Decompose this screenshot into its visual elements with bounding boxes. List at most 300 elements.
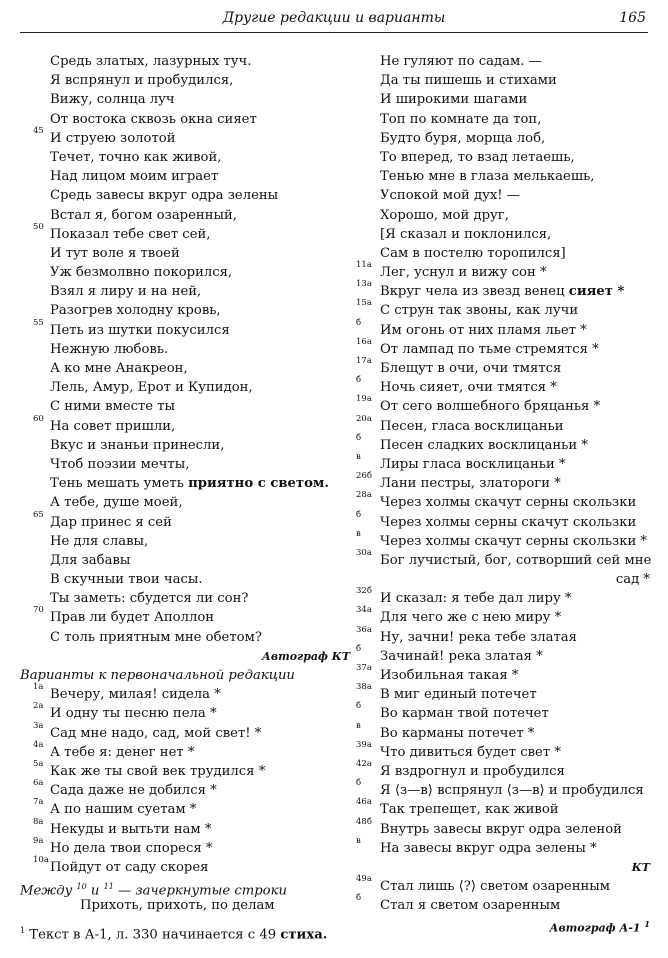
verse-text	[20, 340, 168, 359]
line-number: 6а	[33, 778, 44, 789]
verse-text	[356, 110, 541, 129]
verse-text	[20, 608, 214, 627]
footnote	[20, 921, 350, 943]
verse-text-content: Средь златых, лазурных туч.	[50, 54, 252, 69]
between-n1: 10	[76, 882, 87, 892]
page-number: 165	[619, 10, 646, 26]
verse-line	[356, 432, 650, 455]
verse-line	[20, 436, 350, 455]
verse-text-content: Чтоб поэзии мечты,	[50, 456, 190, 472]
line-number: б	[356, 375, 362, 386]
verse-line	[356, 279, 650, 301]
verse-line	[20, 148, 350, 167]
verse-text	[20, 685, 221, 704]
verse-line	[356, 186, 650, 205]
source-label	[356, 858, 650, 877]
verse-line	[20, 167, 350, 186]
line-number: в	[356, 528, 361, 539]
verse-line	[20, 282, 350, 301]
line-number: 10а	[33, 854, 49, 865]
verse-text	[20, 743, 194, 762]
verse-text	[356, 820, 622, 839]
between-prefix: Между	[20, 883, 73, 899]
verse-text-content: Я ⟨з—в⟩ вспрянул ⟨з—в⟩ и пробудился	[380, 783, 644, 799]
crossed-line	[20, 896, 350, 915]
verse-text	[20, 244, 180, 263]
verse-text-content: С толь приятным мне обетом?	[50, 629, 262, 645]
verse-text-content: Прав ли будет Аполлон	[50, 610, 215, 626]
verse-text	[356, 225, 551, 244]
verse-text-content: На совет пришли,	[50, 418, 176, 434]
running-title: Другие редакции и варианты	[222, 10, 446, 26]
variants-heading	[20, 666, 350, 685]
verse-text-content: С струн так звоны, как лучи	[380, 303, 579, 319]
verse-line	[356, 682, 650, 704]
verse-text-content: [Я сказал и поклонился,	[380, 226, 552, 242]
verse-line	[356, 643, 650, 666]
verse-line	[20, 125, 350, 148]
verse-text-content: А тебе, душе моей,	[50, 495, 183, 511]
verse-line	[356, 394, 650, 416]
verse-line	[356, 71, 650, 90]
crossed-text: Прихоть, прихоть, по делам	[80, 898, 275, 914]
line-number: 7а	[33, 797, 44, 808]
verse-line	[356, 663, 650, 685]
line-number: 60	[33, 413, 44, 424]
verse-text	[356, 704, 549, 723]
line-number: 13а	[356, 279, 372, 290]
verse-text	[356, 551, 651, 570]
verse-line	[356, 317, 650, 340]
verse-line	[20, 221, 350, 244]
verse-line	[20, 263, 350, 282]
line-number: в	[356, 451, 361, 462]
line-number: 15а	[356, 298, 372, 309]
verse-text	[616, 570, 650, 589]
verse-text-content: Для чего же с нею миру *	[380, 610, 562, 626]
line-number: 3а	[33, 720, 44, 731]
verse-text	[356, 167, 594, 186]
verse-text-content: Течет, точно как живой,	[50, 149, 222, 165]
verse-text	[356, 743, 561, 762]
verse-text-content: Вкруг чела из звезд венец	[380, 284, 569, 300]
verse-text-content: Топ по комнате да топ,	[380, 111, 542, 127]
verse-line	[20, 835, 350, 858]
verse-line	[356, 570, 650, 589]
verse-text-content: Внутрь завесы вкруг одра зеленой	[380, 821, 622, 837]
verse-line	[356, 490, 650, 512]
verse-line	[356, 244, 650, 263]
verse-text-content: Блещут в очи, очи тмятся	[380, 361, 562, 376]
verse-text	[20, 225, 210, 244]
verse-line	[20, 605, 350, 627]
line-number: 19а	[356, 394, 372, 405]
verse-text-content: Так трепещет, как живой	[380, 802, 559, 818]
line-number: 17а	[356, 356, 372, 366]
verse-text	[20, 455, 189, 474]
verse-text	[20, 781, 217, 800]
line-number: 38а	[356, 682, 372, 693]
verse-line	[20, 493, 350, 512]
verse-text-content: И широкими шагами	[380, 92, 528, 108]
line-number: 55	[33, 317, 44, 328]
line-number: 30а	[356, 547, 372, 558]
verse-text-content: И сказал: я тебе дал лиру *	[380, 591, 572, 607]
line-number: 50	[33, 221, 44, 232]
verse-text	[356, 685, 537, 704]
verse-text-content: Ты заметь: сбудется ли сон?	[50, 591, 249, 607]
verse-text	[20, 551, 130, 570]
line-number: в	[356, 720, 361, 731]
verse-text	[20, 110, 257, 129]
line-number: 32б	[356, 586, 372, 597]
verse-text-content: Что дивиться будет свет *	[380, 744, 561, 760]
verse-text-content: Во карман твой потечет	[380, 706, 549, 722]
verse-line	[20, 816, 350, 839]
verse-line	[356, 624, 650, 647]
between-note	[20, 877, 350, 899]
verse-line	[20, 301, 350, 320]
verse-text-content: Стал лишь ⟨?⟩ светом озаренным	[380, 879, 611, 895]
verse-line	[20, 413, 350, 436]
verse-text-content: Как же ты свой век трудился *	[50, 763, 266, 779]
verse-text-content: А по нашим суетам *	[50, 802, 197, 818]
verse-text	[20, 724, 261, 743]
verse-text-content: Будто буря, морща лоб,	[380, 130, 546, 146]
verse-text	[356, 647, 543, 666]
verse-text-content: А тебе я: денег нет *	[50, 744, 195, 760]
verse-text	[356, 724, 534, 743]
line-number: 28а	[356, 490, 372, 501]
verse-line	[356, 110, 650, 129]
verse-text-content: Встал я, богом озаренный,	[50, 207, 237, 223]
verse-text	[20, 282, 201, 301]
line-number: 48б	[356, 816, 372, 827]
right-column	[356, 52, 650, 935]
verse-bold-text: сияет *	[568, 284, 625, 300]
verse-line	[20, 551, 350, 570]
line-number: 4а	[33, 739, 44, 750]
verse-text	[356, 474, 561, 493]
verse-line	[20, 532, 350, 551]
verse-line	[20, 359, 350, 378]
verse-line	[356, 260, 650, 282]
verse-text	[20, 52, 251, 71]
verse-text-content: Вижу, солнца луч	[50, 92, 175, 108]
verse-text	[356, 263, 547, 282]
verse-line	[356, 816, 650, 839]
footnote-mark: 1	[20, 926, 26, 936]
verse-line	[356, 797, 650, 819]
line-number: б	[356, 778, 362, 789]
source-text: Автограф КТ	[261, 649, 350, 663]
line-number: б	[356, 317, 362, 328]
verse-text-content: Стал я светом озаренным	[380, 898, 561, 914]
verse-line	[356, 225, 650, 244]
verse-text-content: Успокой мой дух! —	[380, 188, 520, 204]
verse-text-content: Не гуляют по садам. —	[380, 54, 542, 69]
verse-text-content: Бог лучистый, бог, сотворший сей мне	[380, 552, 652, 568]
verse-line	[356, 739, 650, 762]
verse-text	[356, 52, 542, 71]
verse-line	[356, 167, 650, 186]
verse-text-content: И одну ты песню пела *	[50, 706, 217, 722]
line-number: 8а	[33, 816, 44, 827]
line-number: 2а	[33, 701, 44, 712]
verse-text-content: Взял я лиру и на ней,	[50, 284, 202, 300]
verse-text	[356, 282, 624, 301]
verse-text	[356, 340, 599, 359]
verse-text	[20, 90, 175, 109]
verse-line	[20, 455, 350, 474]
verse-text	[20, 206, 237, 225]
verse-text	[356, 417, 564, 436]
verse-line	[20, 570, 350, 589]
verse-text	[20, 301, 221, 320]
verse-line	[356, 874, 650, 896]
verse-text-content: Некуды и вытьти нам *	[50, 821, 212, 837]
verse-line	[356, 298, 650, 320]
verse-text	[20, 378, 253, 397]
between-mid: и	[90, 883, 100, 899]
verse-text-content: Уж безмолвно покорился,	[50, 265, 233, 281]
verse-line	[20, 701, 350, 723]
line-number: 70	[33, 605, 44, 616]
verse-line	[20, 340, 350, 359]
verse-text	[356, 397, 600, 416]
verse-text-content: Лег, уснул и вижу сон *	[380, 265, 547, 281]
verse-line	[20, 244, 350, 263]
verse-text	[356, 90, 527, 109]
verse-text-content: Показал тебе свет сей,	[50, 226, 211, 242]
verse-line	[20, 206, 350, 225]
between-suffix: — зачеркнутые строки	[118, 883, 287, 899]
verse-line	[20, 854, 350, 877]
verse-line	[356, 206, 650, 225]
verse-text	[356, 513, 636, 532]
verse-text-content: Петь из шутки покусился	[50, 322, 230, 338]
verse-text-content: Но дела твои спореся *	[50, 840, 213, 856]
verse-text	[356, 378, 557, 397]
verse-text	[20, 359, 188, 378]
line-number: б	[356, 701, 362, 712]
verse-line	[356, 528, 650, 551]
running-header	[20, 4, 648, 33]
verse-text	[20, 148, 221, 167]
line-number: 26б	[356, 471, 372, 482]
heading-text: Варианты к первоначальной редакции	[20, 668, 295, 683]
verse-text-content: Я вспрянул и пробудился,	[50, 73, 234, 89]
verse-line	[356, 547, 652, 570]
verse-text-content: сад *	[615, 572, 650, 588]
line-number: 36а	[356, 624, 372, 635]
line-number: б	[356, 509, 362, 520]
verse-text-content: Средь завесы вкруг одра зелены	[50, 188, 279, 204]
verse-line	[20, 509, 350, 532]
verse-text-content: От сего волшебного бряцанья *	[380, 399, 601, 415]
verse-text-content: Им огонь от них пламя льет *	[380, 322, 587, 338]
verse-text	[356, 71, 557, 90]
verse-line	[356, 778, 650, 800]
verse-line	[20, 589, 350, 608]
verse-text-content: Пойдут от саду скорея	[50, 859, 209, 875]
verse-text-content: Ну, зачни! река тебе златая	[380, 629, 577, 645]
line-number: 65	[33, 509, 44, 520]
verse-text	[20, 167, 218, 186]
verse-text-content: С ними вместе ты	[50, 399, 176, 415]
line-number: в	[356, 835, 361, 846]
verse-line	[20, 628, 350, 647]
footnote-bold: стиха.	[280, 927, 328, 943]
verse-text	[20, 800, 196, 819]
verse-text	[356, 781, 644, 800]
verse-text	[356, 877, 610, 896]
verse-line	[356, 52, 650, 71]
verse-line	[20, 110, 350, 129]
verse-text-content: И струею золотой	[50, 130, 176, 146]
verse-text-content: Сад мне надо, сад, мой свет! *	[50, 725, 262, 741]
line-number: 11а	[356, 260, 372, 271]
verse-text-content: Для забавы	[50, 552, 131, 568]
verse-text	[356, 493, 636, 512]
verse-text	[356, 589, 572, 608]
verse-line	[356, 413, 650, 436]
verse-line	[20, 758, 350, 781]
verse-line	[356, 451, 650, 474]
source-footnote-mark: 1	[644, 919, 650, 930]
verse-line	[356, 605, 650, 627]
between-n2: 11	[103, 882, 114, 892]
verse-text-content: Да ты пишешь и стихами	[380, 73, 557, 89]
verse-text-content: Сада даже не добился *	[50, 783, 217, 799]
verse-text-content: Песен сладких восклицаньи *	[380, 437, 588, 453]
verse-line	[20, 90, 350, 109]
line-number: б	[356, 893, 362, 904]
verse-text-content: А ко мне Анакреон,	[50, 361, 188, 376]
verse-text	[356, 839, 597, 858]
verse-text-content: Тенью мне в глаза мелькаешь,	[380, 169, 595, 185]
verse-text	[356, 762, 565, 781]
verse-text-content: От лампад по тьме стремятся *	[380, 341, 599, 357]
verse-line	[20, 378, 350, 397]
line-number: 42а	[356, 758, 372, 769]
verse-text-content: Ночь сияет, очи тмятся *	[380, 380, 557, 396]
source-text: КТ	[631, 860, 650, 874]
line-number: 20а	[356, 413, 372, 424]
line-number: 37а	[356, 663, 372, 673]
verse-text-content: Тень мешать уметь	[50, 476, 189, 492]
verse-line	[20, 317, 350, 340]
verse-text-content: Нежную любовь.	[50, 341, 169, 357]
source-text	[549, 915, 650, 938]
verse-text-content: Вечеру, милая! сидела *	[50, 687, 221, 703]
verse-text-content: Хорошо, мой друг,	[380, 207, 509, 223]
verse-text	[20, 704, 217, 723]
verse-text-content: Вкус и знаньи принесли,	[50, 437, 225, 453]
verse-line	[356, 471, 650, 493]
verse-text-content: И тут воле я твоей	[50, 245, 180, 261]
verse-text	[356, 436, 588, 455]
verse-text-content: Лель, Амур, Ерот и Купидон,	[50, 380, 253, 396]
verse-line	[356, 586, 650, 608]
verse-line	[356, 129, 650, 148]
verse-line	[20, 797, 350, 819]
verse-text-content: Зачинай! река златая *	[380, 648, 543, 664]
verse-text	[20, 532, 148, 551]
verse-line	[356, 356, 650, 378]
source-label	[20, 647, 350, 666]
line-number: 34а	[356, 605, 372, 616]
verse-text	[356, 244, 566, 263]
line-number: б	[356, 643, 362, 654]
verse-text	[356, 896, 560, 915]
verse-line	[20, 71, 350, 90]
verse-line	[356, 148, 650, 167]
source-name: Автограф А-1	[549, 922, 641, 936]
verse-bold-text: приятно с светом.	[188, 476, 329, 492]
verse-text	[356, 148, 575, 167]
line-number: 39а	[356, 739, 372, 750]
line-number: 45	[33, 125, 44, 136]
verse-text-content: Во карманы потечет *	[380, 725, 535, 741]
verse-text-content: Песен, гласа восклицаньи	[380, 418, 564, 434]
verse-text	[20, 628, 262, 647]
verse-text-content: На завесы вкруг одра зелены *	[380, 840, 597, 856]
verse-line	[356, 720, 650, 743]
line-number: 49а	[356, 874, 372, 885]
verse-text	[356, 129, 545, 148]
line-number: 46а	[356, 797, 372, 808]
verse-line	[20, 52, 350, 71]
verse-text	[356, 666, 518, 685]
verse-line	[356, 90, 650, 109]
line-number: 5а	[33, 758, 44, 769]
verse-line	[20, 778, 350, 800]
verse-text-content: От востока сквозь окна сияет	[50, 111, 257, 127]
verse-text-content: Над лицом моим играет	[50, 169, 219, 185]
footnote-text	[20, 921, 327, 945]
verse-line	[356, 758, 650, 781]
verse-text-content: Не для славы,	[50, 533, 149, 549]
verse-text	[20, 762, 265, 781]
verse-line	[20, 720, 350, 743]
verse-text-content: Сам в постелю торопился]	[380, 245, 566, 261]
verse-text	[356, 301, 578, 320]
verse-text-content: В скучныи твои часы.	[50, 572, 203, 588]
verse-text-content: Лиры гласа восклицаньи *	[380, 456, 566, 472]
verse-text-content: Дар принес я сей	[50, 514, 172, 530]
verse-line	[356, 835, 650, 858]
left-column	[20, 52, 350, 941]
verse-text-content: Через холмы скачут серны скользки *	[380, 533, 648, 549]
verse-text	[20, 321, 230, 340]
verse-line	[20, 739, 350, 762]
verse-text-content: Я вздрогнул и пробудился	[380, 763, 565, 779]
line-number: 1а	[33, 682, 44, 693]
verse-text-content: В миг единый потечет	[380, 687, 537, 703]
verse-line	[20, 397, 350, 416]
verse-text	[356, 206, 509, 225]
verse-text	[20, 570, 203, 589]
verse-text	[20, 474, 329, 493]
verse-line	[20, 682, 350, 704]
verse-text	[20, 186, 278, 205]
footnote-body: Текст в А-1, л. 330 начинается с 49	[29, 927, 281, 943]
verse-line	[356, 701, 650, 723]
line-number: б	[356, 432, 362, 443]
verse-text-content: То вперед, то взад летаешь,	[380, 149, 575, 165]
verse-line	[356, 893, 650, 915]
